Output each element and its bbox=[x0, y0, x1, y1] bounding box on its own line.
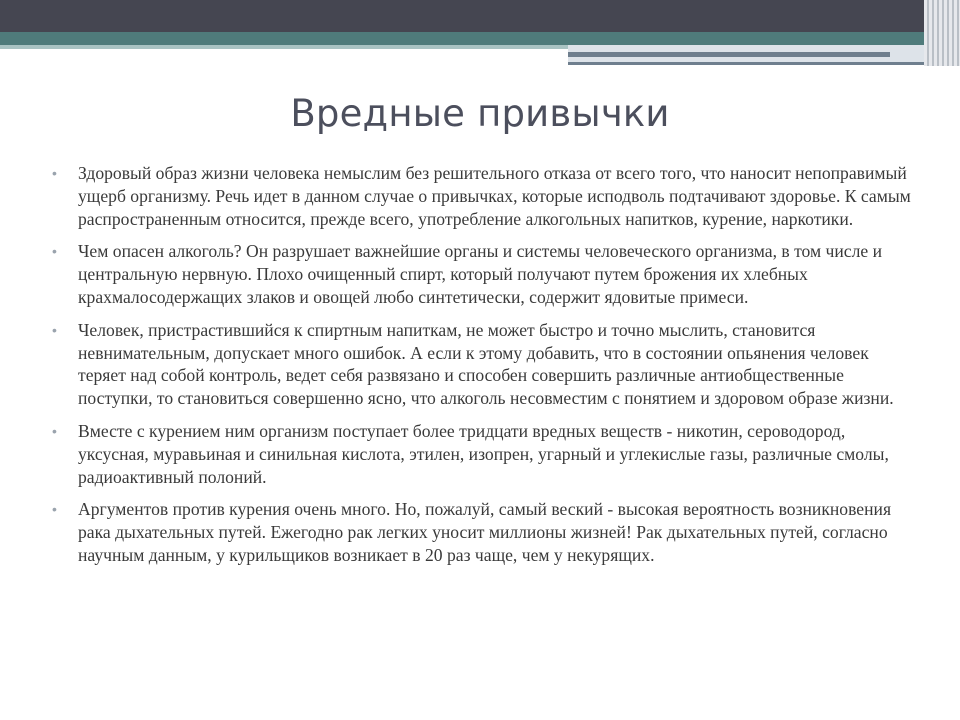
bullet-item bbox=[52, 498, 918, 566]
bullet-text: Чем опасен алкоголь? Он разрушает важнейшие органы и системы человеческого организма, в том числе и центральную нервную. Плохо очищенный спирт, который получают путем брожения их хлебных крахмалосодержащих злаков и овощей любо синтетически, содержит ядовитые примеси. bbox=[78, 241, 883, 307]
header-accent-line bbox=[568, 52, 890, 57]
bullet-marker-icon: • bbox=[52, 243, 57, 260]
bullet-marker-icon: • bbox=[52, 321, 57, 338]
bullet-item bbox=[52, 240, 918, 308]
bullet-marker-icon: • bbox=[52, 165, 57, 181]
bullet-item bbox=[52, 162, 918, 230]
bullet-item bbox=[52, 319, 918, 410]
bullet-text: Здоровый образ жизни человека немыслим без решительного отказа от всего того, что наносит непоправимый ущерб организму. Речь идет в данном случае о привычках, которые исподволь подтачивают здоровье. К самым распространенным относится, прежде всего, употребление алкогольных напитков, курение, наркотики. bbox=[78, 163, 911, 229]
bullet-text: Человек, пристрастившийся к спиртным напиткам, не может быстро и точно мыслить, становится невнимательным, допускает много ошибок. А если к этому добавить, что в состоянии опьянения человек теряет над собой контроль, ведет себя развязано и способен совершить различные антиобщественные поступки, то становиться совершенно ясно, что алкоголь несовместим с понятием и здоровом образе жизни. bbox=[78, 319, 894, 409]
bullet-item bbox=[52, 420, 918, 488]
slide-title: Вредные привычки bbox=[290, 92, 670, 135]
bullet-marker-icon: • bbox=[52, 422, 57, 439]
header-band-teal-light bbox=[0, 45, 568, 49]
header-band-teal bbox=[0, 32, 960, 45]
bullet-text: Вместе с курением ним организм поступает более тридцати вредных веществ - никотин, сероводород, уксусная, муравьиная и синильная кислота, этилен, изопрен, угарный и углекислые газы, различные смолы, радиоактивный полоний. bbox=[78, 420, 889, 487]
header-band-dark bbox=[0, 0, 960, 32]
header-corner-stripes bbox=[924, 0, 960, 66]
bullet-text: Аргументов против курения очень много. Но, пожалуй, самый веский - высокая вероятность возникновения рака дыхательных путей. Ежегодно рак легких уносит миллионы жизней! Рак дыхательных путей, согласно научным данным, у курильщиков возникает в 20 раз чаще, чем у некурящих. bbox=[78, 499, 892, 565]
bullet-list bbox=[52, 162, 918, 577]
bullet-marker-icon: • bbox=[52, 501, 57, 518]
header-accent-line bbox=[568, 62, 943, 65]
